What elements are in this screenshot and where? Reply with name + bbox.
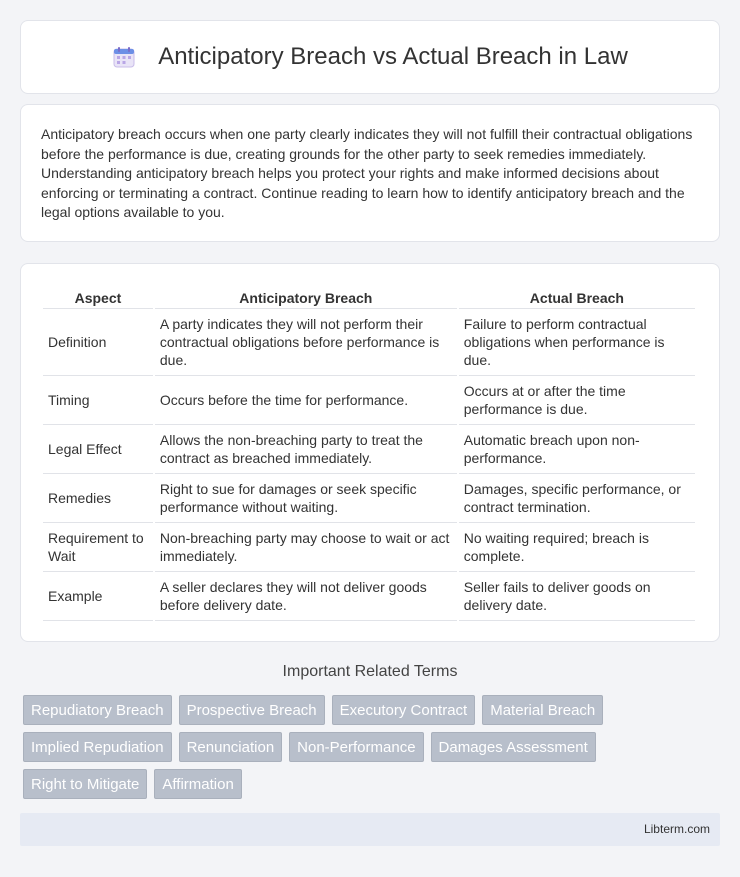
cell-actual: Automatic breach upon non-performance. [459,425,695,474]
header-aspect: Aspect [43,284,153,309]
related-term-tag[interactable]: Renunciation [179,732,283,762]
table-row [43,572,695,621]
cell-aspect: Remedies [43,474,153,523]
cell-aspect: Definition [43,309,153,376]
cell-actual: Damages, specific performance, or contract termination. [459,474,695,523]
cell-anticipatory: Right to sue for damages or seek specific performance without waiting. [155,474,457,523]
cell-anticipatory: Occurs before the time for performance. [155,376,457,425]
header-actual: Actual Breach [459,284,695,309]
related-term-tag[interactable]: Non-Performance [289,732,423,762]
related-term-tag[interactable]: Affirmation [154,769,241,799]
cell-aspect: Example [43,572,153,621]
cell-aspect: Legal Effect [43,425,153,474]
footer [20,813,720,846]
table-row [43,425,695,474]
cell-anticipatory: A seller declares they will not deliver goods before delivery date. [155,572,457,621]
table-header-row [43,284,695,309]
related-term-tag[interactable]: Damages Assessment [431,732,596,762]
footer-site-link[interactable]: Libterm.com [643,822,710,836]
cell-actual: Failure to perform contractual obligations when performance is due. [459,309,695,376]
table-row [43,309,695,376]
page-title: Anticipatory Breach vs Actual Breach in Law [158,43,628,70]
intro-text: Anticipatory breach occurs when one party clearly indicates they will not fulfill their contractual obligations before the performance is due, creating grounds for the other party to seek remedies immediately. Understanding anticipatory breach helps you protect your rights and make informed decisions about enforcing or terminating a contract. Continue reading to learn how to identify anticipatory breach and the legal options available to you. [41,126,693,221]
cell-anticipatory: A party indicates they will not perform their contractual obligations before performance is due. [155,309,457,376]
comparison-table-card [20,263,720,642]
related-term-tag[interactable]: Executory Contract [332,695,476,725]
calendar-icon [112,45,136,69]
cell-actual: Seller fails to deliver goods on delivery date. [459,572,695,621]
cell-actual: No waiting required; breach is complete. [459,523,695,572]
related-terms-title: Important Related Terms [282,663,458,680]
related-terms-list [23,695,723,799]
cell-anticipatory: Allows the non-breaching party to treat the contract as breached immediately. [155,425,457,474]
cell-actual: Occurs at or after the time performance is due. [459,376,695,425]
table-row [43,474,695,523]
intro-card [20,104,720,242]
table-row [43,376,695,425]
table-row [43,523,695,572]
cell-anticipatory: Non-breaching party may choose to wait or act immediately. [155,523,457,572]
related-term-tag[interactable]: Right to Mitigate [23,769,147,799]
related-term-tag[interactable]: Implied Repudiation [23,732,172,762]
related-term-tag[interactable]: Material Breach [482,695,603,725]
related-term-tag[interactable]: Repudiatory Breach [23,695,172,725]
title-card [20,20,720,94]
cell-aspect: Requirement to Wait [43,523,153,572]
related-term-tag[interactable]: Prospective Breach [179,695,325,725]
comparison-table [41,284,697,621]
header-anticipatory: Anticipatory Breach [155,284,457,309]
cell-aspect: Timing [43,376,153,425]
